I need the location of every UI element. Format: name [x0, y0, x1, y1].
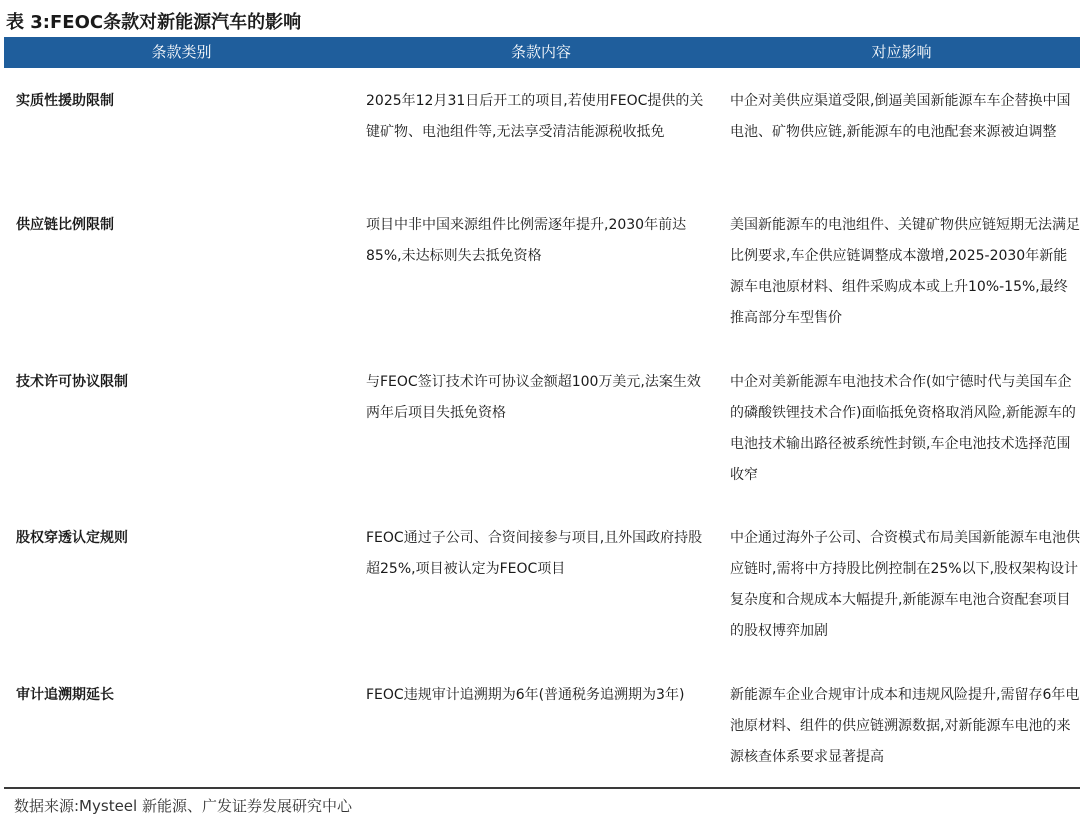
row-category: 供应链比例限制: [16, 217, 114, 233]
row-impact: 新能源车企业合规审计成本和违规风险提升,需留存6年电池原材料、组件的供应链溯源数据,对新能源车电池的来源核查体系要求显著提高: [730, 687, 1080, 765]
table-bottom-rule: [4, 787, 1080, 789]
row-impact: 中企对美新能源车电池技术合作(如宁德时代与美国车企的磷酸铁锂技术合作)面临抵免资格取消风险,新能源车的电池技术输出路径被系统性封锁,车企电池技术选择范围收窄: [730, 374, 1076, 483]
header-category: 条款类别: [151, 43, 212, 61]
row-content: FEOC通过子公司、合资间接参与项目,且外国政府持股超25%,项目被认定为FEOC项目: [366, 530, 703, 577]
row-impact: 中企对美供应渠道受限,倒逼美国新能源车车企替换中国电池、矿物供应链,新能源车的电池配套来源被迫调整: [730, 93, 1071, 140]
row-category: 审计追溯期延长: [16, 687, 114, 703]
header-impact: 对应影响: [871, 43, 932, 61]
row-category: 技术许可协议限制: [16, 374, 128, 390]
row-category: 实质性援助限制: [16, 93, 114, 109]
table-header: [4, 37, 1080, 68]
row-content: FEOC违规审计追溯期为6年(普通税务追溯期为3年): [366, 687, 685, 703]
row-impact: 中企通过海外子公司、合资模式布局美国新能源车电池供应链时,需将中方持股比例控制在25%以下,股权架构设计复杂度和合规成本大幅提升,新能源车电池合资配套项目的股权博弈加剧: [730, 530, 1080, 639]
row-content: 2025年12月31日后开工的项目,若使用FEOC提供的关键矿物、电池组件等,无法享受清洁能源税收抵免: [366, 93, 704, 140]
data-source-note: 数据来源:Mysteel 新能源、广发证券发展研究中心: [14, 797, 352, 815]
header-content: 条款内容: [510, 43, 571, 61]
row-category: 股权穿透认定规则: [16, 530, 128, 546]
row-content: 与FEOC签订技术许可协议金额超100万美元,法案生效两年后项目失抵免资格: [366, 374, 701, 421]
row-content: 项目中非中国来源组件比例需逐年提升,2030年前达85%,未达标则失去抵免资格: [366, 217, 687, 264]
row-impact: 美国新能源车的电池组件、关键矿物供应链短期无法满足比例要求,车企供应链调整成本激增,2025-2030年新能源车电池原材料、组件采购成本或上升10%-15%,最终推高部分车型售价: [730, 217, 1080, 326]
table-caption: 表 3:FEOC条款对新能源汽车的影响: [6, 12, 302, 33]
